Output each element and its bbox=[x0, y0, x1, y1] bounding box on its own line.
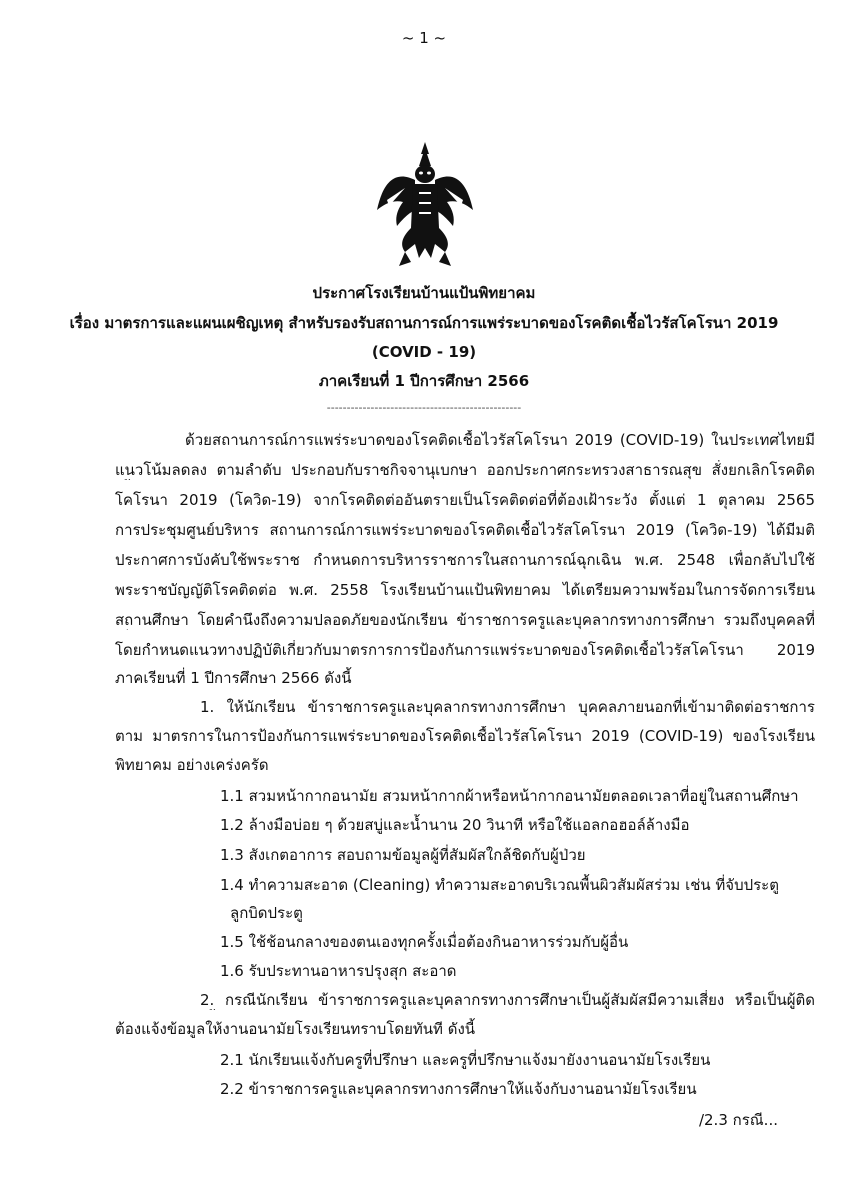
item-line: 1. ให้นักเรียน ข้าราชการครูและบุคลากรทางการศึกษา บุคคลภายนอกที่เข้ามาติดต่อราชการ bbox=[200, 698, 815, 716]
sub-item: 2.2 ข้าราชการครูและบุคลากรทางการศึกษาให้แจ้งกับงานอนามัยโรงเรียน bbox=[220, 1080, 697, 1098]
garuda-emblem-icon bbox=[375, 140, 475, 268]
item-line: พิทยาคม อย่างเคร่งครัด bbox=[115, 756, 269, 774]
intro-line: ด้วยสถานการณ์การแพร่ระบาดของโรคติดเชื้อไวรัสโคโรนา 2019 (COVID-19) ในประเทศไทยมี bbox=[185, 431, 815, 449]
intro-line: สถานศึกษา โดยคำนึงถึงความปลอดภัยของนักเรียน ข้าราชการครูและบุคลากรทางการศึกษา รวมถึงบุคคลที่ bbox=[115, 611, 815, 629]
intro-line: ประกาศการบังคับใช้พระราช กำหนดการบริหารราชการในสถานการณ์ฉุกเฉิน พ.ศ. 2548 เพื่อกลับไปใช้ bbox=[115, 551, 815, 569]
sub-item: 1.4 ทำความสะอาด (Cleaning) ทำความสะอาดบริเวณพื้นผิวสัมผัสร่วม เช่น ที่จับประตู bbox=[220, 876, 779, 894]
sub-item: 2.1 นักเรียนแจ้งกับครูที่ปรึกษา และครูที่ปรึกษาแจ้งมายังงานอนามัยโรงเรียน bbox=[220, 1051, 711, 1069]
item-line: 2. กรณีนักเรียน ข้าราชการครูและบุคลากรทางการศึกษาเป็นผู้สัมผัสมีความเสี่ยง หรือเป็นผู้ติด bbox=[200, 991, 815, 1009]
subject-covid: (COVID - 19) bbox=[371, 343, 477, 361]
continuation-marker: /2.3 กรณี... bbox=[698, 1111, 778, 1129]
sub-item: 1.5 ใช้ช้อนกลางของตนเองทุกครั้งเมื่อต้องกินอาหารร่วมกับผู้อื่น bbox=[220, 933, 629, 951]
intro-line: ภาคเรียนที่ 1 ปีการศึกษา 2566 ดังนี้ bbox=[115, 669, 352, 687]
page-number: ~ 1 ~ bbox=[401, 29, 447, 47]
intro-line: โคโรนา 2019 (โควิด-19) จากโรคติดต่ออันตรายเป็นโรคติดต่อที่ต้องเฝ้าระวัง ตั้งแต่ 1 ตุลาคม 2565 bbox=[115, 491, 815, 509]
announcement-title: ประกาศโรงเรียนบ้านแป้นพิทยาคม bbox=[312, 284, 536, 302]
sub-item: 1.1 สวมหน้ากากอนามัย สวมหน้ากากผ้าหรือหน้ากากอนามัยตลอดเวลาที่อยู่ในสถานศึกษา bbox=[220, 787, 799, 805]
item-line: ต้องแจ้งข้อมูลให้งานอนามัยโรงเรียนทราบโดยทันที ดังนี้ bbox=[115, 1020, 476, 1038]
intro-line: โดยกำหนดแนวทางปฏิบัติเกี่ยวกับมาตรการการป้องกันการแพร่ระบาดของโรคติดเชื้อไวรัสโคโรนา 2019 bbox=[115, 641, 815, 659]
sub-item: 1.3 สังเกตอาการ สอบถามข้อมูลผู้ที่สัมผัสใกล้ชิดกับผู้ป่วย bbox=[220, 846, 586, 864]
separator: ------------------------------------------------- bbox=[326, 401, 522, 414]
sub-item: 1.2 ล้างมือบ่อย ๆ ด้วยสบู่และน้ำนาน 20 วินาที หรือใช้แอลกอฮอล์ล้างมือ bbox=[220, 816, 690, 834]
sub-item-continuation: ลูกบิดประตู bbox=[230, 904, 303, 922]
intro-line: แนวโน้มลดลง ตามลำดับ ประกอบกับราชกิจจานุเบกษา ออกประกาศกระทรวงสาธารณสุข สั่งยกเลิกโรคติด bbox=[115, 461, 815, 479]
item-line: ตาม มาตรการในการป้องกันการแพร่ระบาดของโรคติดเชื้อไวรัสโคโรนา 2019 (COVID-19) ของโรงเรียน bbox=[115, 727, 815, 745]
semester-title: ภาคเรียนที่ 1 ปีการศึกษา 2566 bbox=[318, 372, 530, 390]
intro-line: การประชุมศูนย์บริหาร สถานการณ์การแพร่ระบาดของโรคติดเชื้อไวรัสโคโรนา 2019 (โควิด-19) ได้มีมติ bbox=[115, 521, 815, 539]
intro-line: พระราชบัญญัติโรคติดต่อ พ.ศ. 2558 โรงเรียนบ้านแป้นพิทยาคม ได้เตรียมความพร้อมในการจัดการเรียน bbox=[115, 581, 815, 599]
sub-item: 1.6 รับประทานอาหารปรุงสุก สะอาด bbox=[220, 962, 457, 980]
subject-title: เรื่อง มาตรการและแผนเผชิญเหตุ สำหรับรองรับสถานการณ์การแพร่ระบาดของโรคติดเชื้อไวรัสโคโรนา 2019 bbox=[69, 314, 779, 332]
